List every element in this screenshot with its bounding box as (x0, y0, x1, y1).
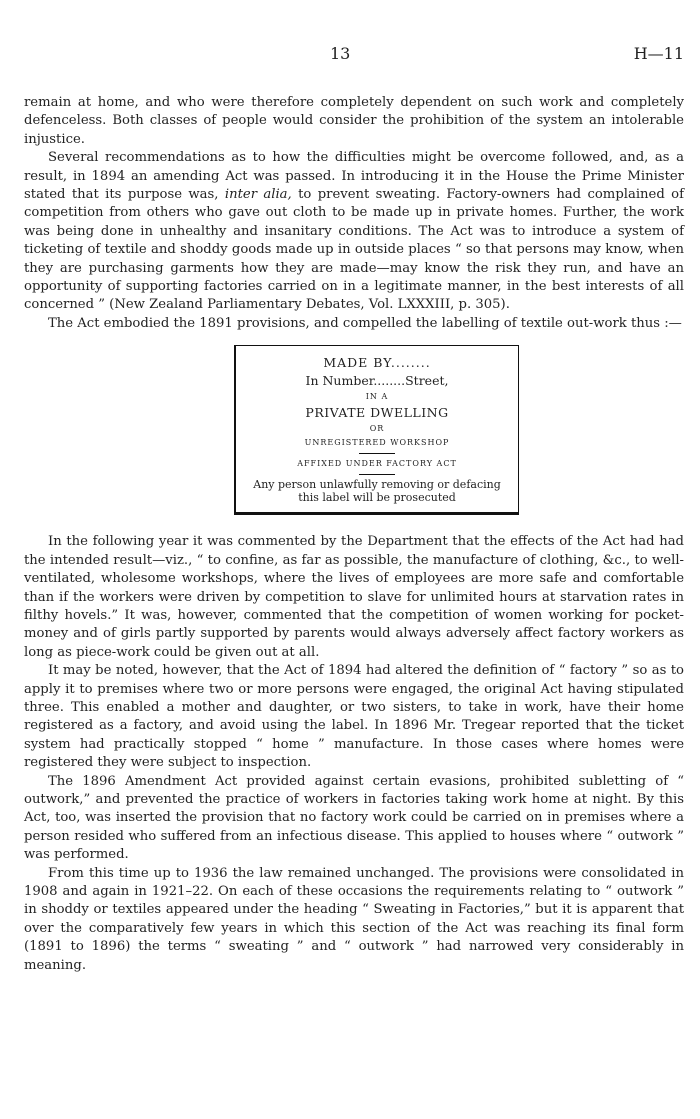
page-number: 13 (330, 44, 351, 63)
paragraph-1: remain at home, and who were therefore completely dependent on such work and completely defenceless. Both classes of people would consider the prohibition of the system an intolerable injustice. (24, 95, 684, 147)
paragraph-2-part-a: Several recommendations as to how the difficulties might be overcome followed, and, as a result, in 1894 an amending Act was passed. In introducing it in the House the Prime Minister stated that its purpose was, (24, 150, 684, 203)
factory-label-box (234, 345, 519, 515)
body-text (24, 94, 684, 975)
label-private-dwelling: PRIVATE DWELLING (305, 405, 449, 421)
label-divider-2 (359, 474, 395, 475)
paragraph-2-part-b: to prevent sweating. Factory-owners had complained of competition from others who gave out cloth to be made up in private homes. Further, the work was being done in unhealthy and insanitary conditions. The Act was to introduce a system of ticketing of textile and shoddy goods made up in outside places “ so that persons may know, when they are purchasing garments how they are made—may know the risk they run, and have an opportunity of supporting factories carried on in a legitimate manner, in the best interests of all concerned ” (New Zealand Parliamentary Debates, Vol. LXXXIII, p. 305). (24, 187, 684, 313)
label-in-number: In Number........Street, (305, 373, 449, 389)
paragraph-7: From this time up to 1936 the law remained unchanged. The provisions were consolidated in 1908 and again in 1921–22. On each of these occasions the requirements relating to “ outwork ” in shoddy or textiles appeared under the heading “ Sweating in Factories,” but it is apparent that over the comparatively few years in which this section of the Act was reaching its final form (1891 to 1896) the terms “ sweating ” and “ outwork ” had narrowed very considerably in meaning. (24, 865, 684, 973)
label-made-by: MADE BY........ (323, 355, 431, 371)
label-or: OR (369, 424, 385, 434)
paragraph-5: It may be noted, however, that the Act of 1894 had altered the definition of “ factory ” so as to apply it to premises where two or more persons were engaged, the original Act having stipulated three. This enabled a mother and daughter, or two sisters, to take in work, have their home registered as a factory, and avoid using the label. In 1896 Mr. Tregear reported that the ticket system had practically stopped “ home ” manufacture. In those cases where homes were registered they were subject to inspection. (24, 663, 684, 771)
label-in-a: IN A (365, 392, 389, 402)
label-affixed: AFFIXED UNDER FACTORY ACT (297, 459, 457, 469)
label-warning: Any person unlawfully removing or defacing this label will be prosecuted (253, 478, 501, 505)
paragraph-3: The Act embodied the 1891 provisions, and compelled the labelling of textile out-work thus :— (48, 315, 682, 331)
paragraph-2-italic: inter alia, (224, 187, 292, 203)
paragraph-4: In the following year it was commented by the Department that the effects of the Act had had the intended result—viz., “ to confine, as far as possible, the manufacture of clothing, &c., to well-ventilated, wholesome workshops, where the lives of employees are more safe and comfortable than if the workers were driven by competition to slave for unlimited hours at starvation rates in filthy hovels.” It was, however, commented that the competition of women working for pocket-money and of girls partly supported by parents would always adversely affect factory workers as long as piece-work could be given out at all. (24, 534, 684, 660)
document-reference: H—11 (633, 44, 684, 63)
label-divider-1 (359, 453, 395, 454)
page-header (0, 44, 700, 66)
paragraph-6: The 1896 Amendment Act provided against certain evasions, prohibited subletting of “ outwork,” and prevented the practice of workers in factories taking work home at night. By this Act, too, was inserted the provision that no factory work could be carried on in premises where a person resided who suffered from an infectious disease. This applied to houses where “ outwork ” was performed. (24, 773, 684, 863)
paragraph-2 (24, 149, 684, 315)
label-unregistered-workshop: UNREGISTERED WORKSHOP (304, 438, 450, 448)
